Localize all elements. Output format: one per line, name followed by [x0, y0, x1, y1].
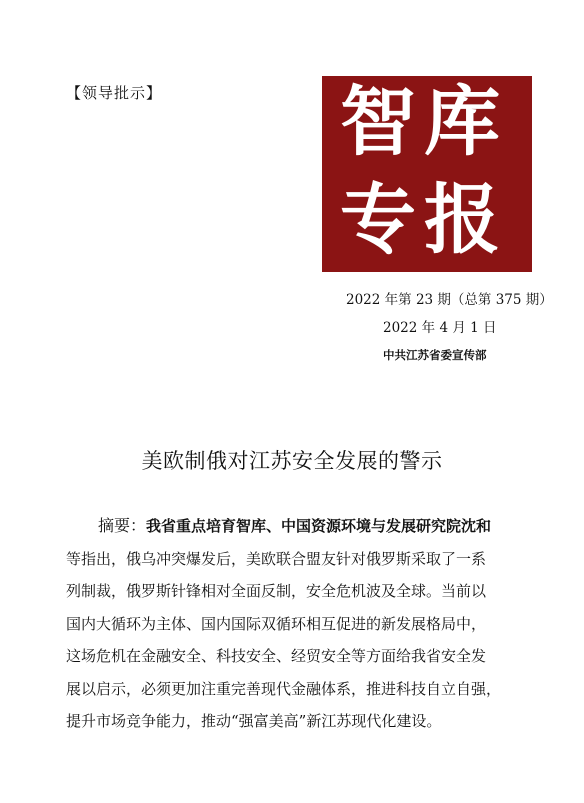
masthead-logo [322, 76, 532, 272]
abstract-line: 等指出，俄乌冲突爆发后，美欧联合盟友针对俄罗斯采取了一系 [66, 549, 487, 568]
abstract-line: 这场危机在金融安全、科技安全、经贸安全等方面给我省安全发 [66, 647, 487, 665]
article-title: 美欧制俄对江苏安全发展的警示 [141, 449, 443, 473]
abstract-line: 展以启示，必须更加注重完善现代金融体系，推进科技自立自强， [66, 679, 502, 698]
abstract-lead: 我省重点培育智库、中国资源环境与发展研究院沈和 [146, 517, 492, 535]
abstract [66, 510, 552, 738]
masthead-line-1: 智库 [340, 77, 508, 166]
abstract-line: 列制裁，俄罗斯针锋相对全面反制，安全危机波及全球。当前以 [66, 582, 487, 600]
issue-number: 2022 年第 23 期（总第 375 期） [346, 292, 553, 308]
issue-date: 2022 年 4 月 1 日 [383, 320, 497, 336]
abstract-line [66, 510, 552, 543]
masthead-line-2: 专报 [340, 175, 508, 264]
publisher: 中共江苏省委宣传部 [383, 348, 487, 362]
abstract-line: 国内大循环为主体、国内国际双循环相互促进的新发展格局中， [66, 614, 487, 633]
abstract-label: 摘要： [98, 516, 147, 535]
leader-instruction-tag: 【领导批示】 [66, 84, 163, 102]
abstract-line: 提升市场竞争能力，推动“强富美高”新江苏现代化建设。 [66, 712, 442, 730]
